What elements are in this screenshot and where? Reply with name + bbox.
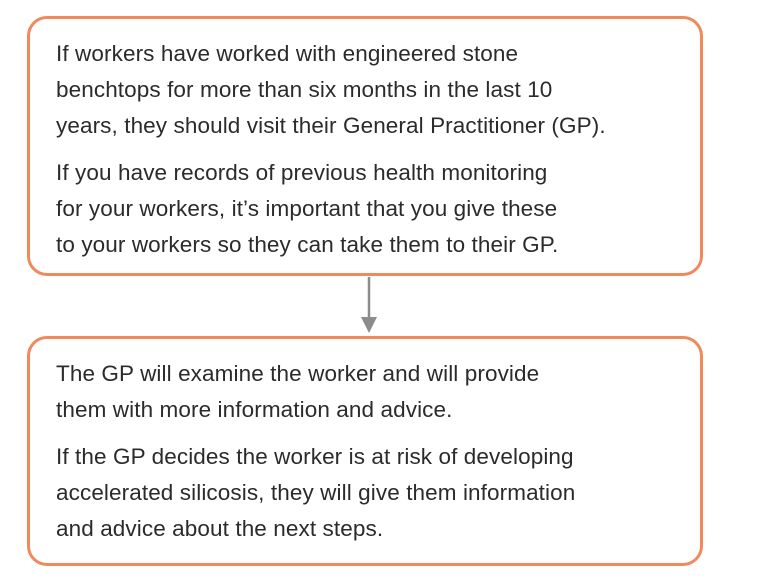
text-line: years, they should visit their General Practitioner (GP). xyxy=(56,113,606,138)
text-line: The GP will examine the worker and will provide xyxy=(56,361,540,386)
step-1-box xyxy=(27,16,703,276)
text-line: If workers have worked with engineered stone xyxy=(56,41,519,66)
step-1-paragraph-2 xyxy=(56,155,674,263)
step-1-paragraph-1 xyxy=(56,36,674,144)
step-2-paragraph-1 xyxy=(56,356,674,428)
text-line: benchtops for more than six months in the last 10 xyxy=(56,77,553,102)
text-line: to your workers so they can take them to their GP. xyxy=(56,232,559,257)
text-line: If the GP decides the worker is at risk of developing xyxy=(56,444,574,469)
step-2-paragraph-2 xyxy=(56,439,674,547)
text-line: for your workers, it’s important that you give these xyxy=(56,196,558,221)
arrow-down-icon xyxy=(354,277,384,335)
text-line: If you have records of previous health monitoring xyxy=(56,160,548,185)
text-line: and advice about the next steps. xyxy=(56,516,384,541)
connector-arrowhead xyxy=(361,317,377,333)
text-line: accelerated silicosis, they will give them information xyxy=(56,480,576,505)
text-line: them with more information and advice. xyxy=(56,397,453,422)
step-2-box xyxy=(27,336,703,566)
